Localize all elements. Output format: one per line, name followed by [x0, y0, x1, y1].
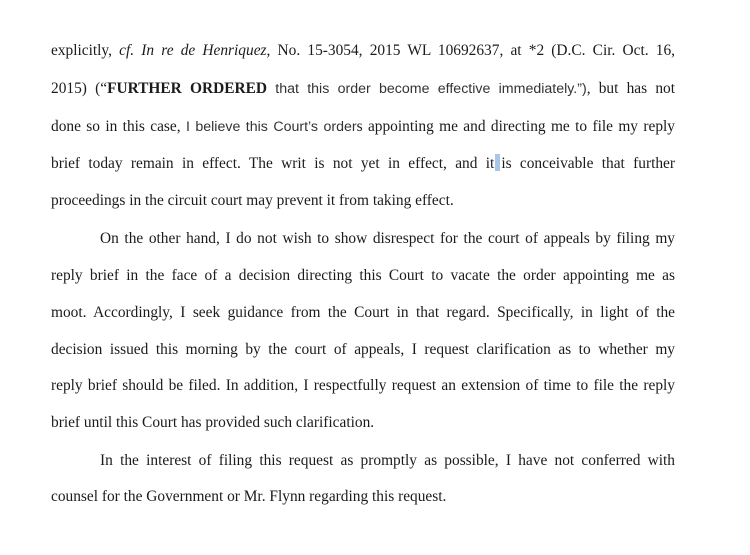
text-line-12: In the interest of filing this request as promptly as possible, I have not conferred with	[100, 452, 675, 469]
citation-signal: cf.	[119, 42, 135, 59]
text-run: 2015) (“	[51, 80, 108, 97]
text-cursor[interactable]	[495, 154, 500, 171]
text-run: , No. 15-3054, 2015 WL 10692637, at *2 (D.C. Cir. Oct. 16,	[266, 42, 675, 59]
edited-text: I believe this Court’s order	[185, 119, 357, 135]
text-run: is conceivable that further	[501, 155, 675, 172]
text-run: s appointing me and directing me to file my reply	[356, 118, 675, 135]
bold-text: FURTHER ORDERED	[107, 80, 267, 97]
quoted-text: that this order become effective immediately.”)	[266, 81, 587, 97]
text-run: done so in this case,	[51, 118, 186, 135]
text-line-5: proceedings in the circuit court may prevent it from taking effect.	[51, 192, 454, 209]
text-line-8: moot. Accordingly, I seek guidance from the Court in that regard. Specifically, in light of the	[51, 304, 675, 321]
text-line-9: decision issued this morning by the court of appeals, I request clarification as to whether my	[51, 341, 675, 358]
text-line-10: reply brief should be filed. In addition, I respectfully request an extension of time to file the reply	[51, 377, 675, 394]
text-line-6: On the other hand, I do not wish to show disrespect for the court of appeals by filing my	[100, 230, 675, 247]
text-line-13: counsel for the Government or Mr. Flynn regarding this request.	[51, 488, 447, 505]
text-line-3	[51, 117, 675, 137]
text-line-11: brief until this Court has provided such clarification.	[51, 414, 375, 431]
text-line-7: reply brief in the face of a decision directing this Court to vacate the order appointing me as	[51, 267, 675, 284]
text-line-1	[51, 41, 675, 61]
text-line-4	[51, 154, 675, 174]
text-run: brief today remain in effect. The writ is not yet in effect, and it	[51, 155, 495, 172]
text-run: , but has not	[586, 80, 675, 97]
text-run: explicitly,	[51, 42, 120, 59]
text-line-2	[51, 79, 675, 99]
case-name: In re de Henriquez	[141, 42, 267, 59]
